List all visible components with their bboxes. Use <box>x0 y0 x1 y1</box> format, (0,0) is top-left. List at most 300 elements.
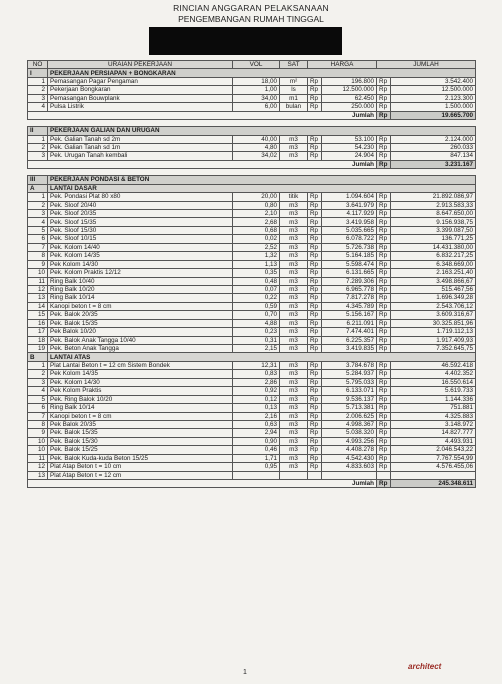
item-unit-price: 6.225.357 <box>322 336 377 344</box>
section-total-value: 19.665.700 <box>391 111 476 119</box>
item-total-currency: Rp <box>377 269 391 277</box>
item-total-currency: Rp <box>377 345 391 353</box>
item-unit-price: 5.156.167 <box>322 311 377 319</box>
item-unit: m² <box>280 77 308 85</box>
section-total-row <box>28 480 476 488</box>
item-price-currency: Rp <box>308 294 322 302</box>
item-total: 1.719.112,13 <box>391 328 476 336</box>
item-number: 12 <box>28 285 48 293</box>
item-number: 17 <box>28 328 48 336</box>
item-number: 8 <box>28 252 48 260</box>
item-unit-price: 5.726.738 <box>322 243 377 251</box>
item-total: 136.771,25 <box>391 235 476 243</box>
table-row <box>28 143 476 151</box>
item-price-currency: Rp <box>308 412 322 420</box>
item-number: 18 <box>28 336 48 344</box>
table-row <box>28 269 476 277</box>
item-total <box>391 471 476 479</box>
item-number: 1 <box>28 361 48 369</box>
item-unit: m3 <box>280 378 308 386</box>
redaction-bar <box>149 27 342 55</box>
item-total-currency: Rp <box>377 226 391 234</box>
item-description: Kanopi beton t = 8 cm <box>48 412 233 420</box>
item-price-currency: Rp <box>308 193 322 201</box>
item-unit-price: 2.006.625 <box>322 412 377 420</box>
item-description: Pek. Kolom Praktis 12/12 <box>48 269 233 277</box>
item-number: 1 <box>28 193 48 201</box>
item-unit-price: 4.542.430 <box>322 454 377 462</box>
item-unit: m3 <box>280 463 308 471</box>
item-unit-price: 3.419.835 <box>322 345 377 353</box>
table-row <box>28 345 476 353</box>
item-total: 3.148.972 <box>391 420 476 428</box>
item-price-currency: Rp <box>308 446 322 454</box>
table-row <box>28 420 476 428</box>
item-number: 4 <box>28 218 48 226</box>
item-unit-price: 7.289.306 <box>322 277 377 285</box>
table-row <box>28 243 476 251</box>
item-unit-price: 9.536.137 <box>322 395 377 403</box>
item-description: Pemasangan Pagar Pengaman <box>48 77 233 85</box>
item-description: Plat Lantai Beton t = 12 cm Sistem Bondek <box>48 361 233 369</box>
section-total-currency: Rp <box>377 480 391 488</box>
table-row <box>28 311 476 319</box>
item-unit: m3 <box>280 226 308 234</box>
item-volume: 4,88 <box>233 319 280 327</box>
item-number: 9 <box>28 429 48 437</box>
item-unit-price: 1.094.604 <box>322 193 377 201</box>
item-description: Ring Balk 10/20 <box>48 285 233 293</box>
item-total-currency: Rp <box>377 378 391 386</box>
item-total-currency: Rp <box>377 94 391 102</box>
table-row <box>28 193 476 201</box>
header-sat: SAT <box>280 61 308 69</box>
item-description: Plat Atap Beton t = 10 cm <box>48 463 233 471</box>
item-number: 4 <box>28 387 48 395</box>
item-description: Pek. Sloof 10/15 <box>48 235 233 243</box>
item-total-currency: Rp <box>377 361 391 369</box>
item-total-currency: Rp <box>377 103 391 111</box>
item-number: 2 <box>28 201 48 209</box>
section-header <box>28 127 476 135</box>
item-unit-price: 5.795.033 <box>322 378 377 386</box>
item-unit-price <box>322 471 377 479</box>
item-unit-price: 4.117.929 <box>322 210 377 218</box>
section-spacer <box>28 169 476 176</box>
item-unit: m3 <box>280 437 308 445</box>
item-volume: 18,00 <box>233 77 280 85</box>
item-total-currency: Rp <box>377 446 391 454</box>
item-unit: bulan <box>280 103 308 111</box>
item-total: 16.550.614 <box>391 378 476 386</box>
table-row <box>28 378 476 386</box>
item-price-currency: Rp <box>308 143 322 151</box>
item-description: Plat Atap Beton t = 12 cm <box>48 471 233 479</box>
item-total: 3.542.400 <box>391 77 476 85</box>
table-row <box>28 302 476 310</box>
item-unit: m3 <box>280 294 308 302</box>
item-total: 8.647.650,00 <box>391 210 476 218</box>
item-price-currency: Rp <box>308 252 322 260</box>
item-volume: 0,23 <box>233 328 280 336</box>
item-total: 3.609.316,67 <box>391 311 476 319</box>
item-total: 751.881 <box>391 404 476 412</box>
page-number: 1 <box>243 669 247 676</box>
item-price-currency: Rp <box>308 345 322 353</box>
table-row <box>28 454 476 462</box>
item-total: 30.325.851,96 <box>391 319 476 327</box>
table-row <box>28 135 476 143</box>
item-volume: 0,95 <box>233 463 280 471</box>
table-row <box>28 387 476 395</box>
item-unit: m3 <box>280 269 308 277</box>
table-row <box>28 395 476 403</box>
item-description: Ring Balk 10/14 <box>48 294 233 302</box>
item-number: 16 <box>28 319 48 327</box>
item-price-currency: Rp <box>308 243 322 251</box>
table-row <box>28 361 476 369</box>
section-total-currency: Rp <box>377 111 391 119</box>
item-total-currency: Rp <box>377 86 391 94</box>
item-number: 7 <box>28 412 48 420</box>
item-total-currency: Rp <box>377 319 391 327</box>
item-unit-price: 4.408.278 <box>322 446 377 454</box>
section-header <box>28 69 476 77</box>
item-number: 4 <box>28 103 48 111</box>
section-total-row <box>28 160 476 168</box>
subsection-header <box>28 353 476 361</box>
item-total: 46.592.418 <box>391 361 476 369</box>
item-total-currency: Rp <box>377 370 391 378</box>
item-number: 6 <box>28 235 48 243</box>
item-total-currency: Rp <box>377 210 391 218</box>
item-description: Pek. Kolom 14/35 <box>48 252 233 260</box>
item-unit-price: 12.500.000 <box>322 86 377 94</box>
item-price-currency: Rp <box>308 395 322 403</box>
item-description: Pek Kolom 14/30 <box>48 260 233 268</box>
item-volume: 40,00 <box>233 135 280 143</box>
item-total: 21.892.086,97 <box>391 193 476 201</box>
item-description: Pek. Pondasi Plat 80 x80 <box>48 193 233 201</box>
item-unit-price: 250.000 <box>322 103 377 111</box>
section-header <box>28 176 476 184</box>
item-total-currency: Rp <box>377 395 391 403</box>
item-volume: 0,22 <box>233 294 280 302</box>
table-row <box>28 210 476 218</box>
item-price-currency: Rp <box>308 103 322 111</box>
item-volume: 1,00 <box>233 86 280 94</box>
item-unit-price: 196.800 <box>322 77 377 85</box>
item-price-currency: Rp <box>308 201 322 209</box>
table-row <box>28 437 476 445</box>
table-row <box>28 218 476 226</box>
item-price-currency <box>308 471 322 479</box>
item-volume: 0,70 <box>233 311 280 319</box>
item-price-currency: Rp <box>308 437 322 445</box>
item-price-currency: Rp <box>308 260 322 268</box>
item-volume: 0,35 <box>233 269 280 277</box>
item-volume: 2,10 <box>233 210 280 218</box>
item-number: 13 <box>28 471 48 479</box>
item-total: 515.467,56 <box>391 285 476 293</box>
item-total-currency: Rp <box>377 412 391 420</box>
item-total-currency: Rp <box>377 336 391 344</box>
item-description: Pek. Balok 15/35 <box>48 429 233 437</box>
item-volume: 0,46 <box>233 446 280 454</box>
table-row <box>28 152 476 160</box>
spacer-cell <box>28 120 476 127</box>
table-row <box>28 412 476 420</box>
item-volume: 0,07 <box>233 285 280 293</box>
item-total-currency: Rp <box>377 404 391 412</box>
item-unit-price: 6.211.091 <box>322 319 377 327</box>
table-row <box>28 103 476 111</box>
item-total-currency: Rp <box>377 252 391 260</box>
item-total-currency: Rp <box>377 420 391 428</box>
header-harga: HARGA <box>308 61 377 69</box>
section-header-number: III <box>28 176 48 184</box>
table-row <box>28 77 476 85</box>
item-price-currency: Rp <box>308 135 322 143</box>
item-unit-price: 5.284.937 <box>322 370 377 378</box>
item-description: Pek. Urugan Tanah kembali <box>48 152 233 160</box>
budget-table <box>27 60 476 488</box>
item-total: 4.576.455,06 <box>391 463 476 471</box>
table-row <box>28 294 476 302</box>
item-unit: m3 <box>280 370 308 378</box>
item-description: Ring Balk 10/14 <box>48 404 233 412</box>
item-unit-price: 3.641.979 <box>322 201 377 209</box>
item-total: 5.619.733 <box>391 387 476 395</box>
section-total-row <box>28 111 476 119</box>
item-total-currency: Rp <box>377 243 391 251</box>
item-unit-price: 5.038.320 <box>322 429 377 437</box>
item-price-currency: Rp <box>308 370 322 378</box>
item-price-currency: Rp <box>308 218 322 226</box>
item-unit: m3 <box>280 361 308 369</box>
item-volume: 34,00 <box>233 94 280 102</box>
table-row <box>28 86 476 94</box>
item-total: 1.500.000 <box>391 103 476 111</box>
item-unit-price: 6.078.722 <box>322 235 377 243</box>
item-total: 260.033 <box>391 143 476 151</box>
item-unit: m3 <box>280 454 308 462</box>
item-number: 1 <box>28 135 48 143</box>
item-volume: 20,00 <box>233 193 280 201</box>
document-subtitle: PENGEMBANGAN RUMAH TINGGAL <box>178 14 324 24</box>
table-row <box>28 446 476 454</box>
item-total: 3.498.866,67 <box>391 277 476 285</box>
item-price-currency: Rp <box>308 77 322 85</box>
item-total-currency: Rp <box>377 328 391 336</box>
item-unit: m3 <box>280 328 308 336</box>
item-volume: 6,00 <box>233 103 280 111</box>
item-price-currency: Rp <box>308 210 322 218</box>
item-unit: m3 <box>280 152 308 160</box>
item-total-currency: Rp <box>377 277 391 285</box>
item-unit: m3 <box>280 285 308 293</box>
table-row <box>28 471 476 479</box>
item-unit: ls <box>280 86 308 94</box>
item-total-currency: Rp <box>377 437 391 445</box>
subsection-header <box>28 184 476 192</box>
item-volume <box>233 471 280 479</box>
item-total-currency: Rp <box>377 285 391 293</box>
item-description: Pek Kolom Praktis <box>48 387 233 395</box>
item-price-currency: Rp <box>308 404 322 412</box>
item-unit: m3 <box>280 135 308 143</box>
item-number: 14 <box>28 302 48 310</box>
item-description: Pulsa Listrik <box>48 103 233 111</box>
item-description: Pek. Sloof 15/35 <box>48 218 233 226</box>
item-total: 12.500.000 <box>391 86 476 94</box>
item-unit: m3 <box>280 429 308 437</box>
item-unit-price: 7.474.401 <box>322 328 377 336</box>
item-number: 11 <box>28 277 48 285</box>
item-description: Pek. Sloof 15/30 <box>48 226 233 234</box>
item-total-currency: Rp <box>377 463 391 471</box>
item-volume: 0,63 <box>233 420 280 428</box>
header-jumlah: JUMLAH <box>377 61 476 69</box>
item-price-currency: Rp <box>308 454 322 462</box>
item-description: Pek. Beton Anak Tangga <box>48 345 233 353</box>
item-price-currency: Rp <box>308 319 322 327</box>
item-price-currency: Rp <box>308 152 322 160</box>
item-unit-price: 62.450 <box>322 94 377 102</box>
table-row <box>28 429 476 437</box>
item-description: Pek. Kolom 14/40 <box>48 243 233 251</box>
item-total-currency: Rp <box>377 429 391 437</box>
item-price-currency: Rp <box>308 361 322 369</box>
item-volume: 0,83 <box>233 370 280 378</box>
item-unit: m3 <box>280 302 308 310</box>
item-volume: 0,13 <box>233 404 280 412</box>
item-total: 2.046.543,22 <box>391 446 476 454</box>
document-title: RINCIAN ANGGARAN PELAKSANAAN <box>173 3 329 13</box>
item-volume: 2,68 <box>233 218 280 226</box>
item-price-currency: Rp <box>308 387 322 395</box>
item-volume: 2,16 <box>233 412 280 420</box>
item-number: 11 <box>28 454 48 462</box>
subsection-header-number: A <box>28 184 48 192</box>
section-total-value: 245.348.611 <box>391 480 476 488</box>
item-unit-price: 6.965.778 <box>322 285 377 293</box>
item-description: Pekerjaan Bongkaran <box>48 86 233 94</box>
table-row <box>28 94 476 102</box>
item-number: 3 <box>28 94 48 102</box>
item-description: Pek. Ring Balok 10/20 <box>48 395 233 403</box>
subsection-header-number: B <box>28 353 48 361</box>
item-total-currency: Rp <box>377 135 391 143</box>
item-price-currency: Rp <box>308 86 322 94</box>
item-number: 3 <box>28 152 48 160</box>
item-volume: 0,31 <box>233 336 280 344</box>
item-volume: 0,48 <box>233 277 280 285</box>
item-unit-price: 24.904 <box>322 152 377 160</box>
item-total: 1.144.336 <box>391 395 476 403</box>
item-total: 847.134 <box>391 152 476 160</box>
item-total: 4.402.352 <box>391 370 476 378</box>
item-price-currency: Rp <box>308 277 322 285</box>
item-unit: titik <box>280 193 308 201</box>
item-price-currency: Rp <box>308 269 322 277</box>
item-total: 4.325.883 <box>391 412 476 420</box>
item-total-currency: Rp <box>377 193 391 201</box>
item-volume: 0,68 <box>233 226 280 234</box>
section-total-currency: Rp <box>377 160 391 168</box>
item-description: Pek. Balok 15/35 <box>48 319 233 327</box>
item-total-currency: Rp <box>377 201 391 209</box>
item-total: 14.827.777 <box>391 429 476 437</box>
item-description: Pek. Balok 20/35 <box>48 311 233 319</box>
item-total: 2.543.706,12 <box>391 302 476 310</box>
item-unit-price: 5.035.665 <box>322 226 377 234</box>
item-total: 9.156.938,75 <box>391 218 476 226</box>
item-total-currency: Rp <box>377 143 391 151</box>
section-total-label: Jumlah <box>28 160 377 168</box>
table-row <box>28 370 476 378</box>
item-number: 5 <box>28 395 48 403</box>
item-price-currency: Rp <box>308 378 322 386</box>
item-number: 2 <box>28 370 48 378</box>
item-total: 1.917.409,93 <box>391 336 476 344</box>
item-unit: m1 <box>280 94 308 102</box>
table-row <box>28 201 476 209</box>
item-price-currency: Rp <box>308 336 322 344</box>
spacer-cell <box>28 169 476 176</box>
item-total-currency: Rp <box>377 454 391 462</box>
table-row <box>28 319 476 327</box>
budget-table-container <box>27 60 475 620</box>
item-price-currency: Rp <box>308 429 322 437</box>
section-total-value: 3.231.167 <box>391 160 476 168</box>
item-unit-price: 4.833.603 <box>322 463 377 471</box>
item-unit: m3 <box>280 311 308 319</box>
item-unit: m3 <box>280 420 308 428</box>
item-unit <box>280 471 308 479</box>
item-total-currency: Rp <box>377 235 391 243</box>
item-volume: 0,80 <box>233 201 280 209</box>
item-description: Pek. Balok 15/25 <box>48 446 233 454</box>
item-unit: m3 <box>280 201 308 209</box>
item-number: 3 <box>28 210 48 218</box>
item-description: Pek. Kolom 14/30 <box>48 378 233 386</box>
item-unit: m3 <box>280 395 308 403</box>
table-row <box>28 226 476 234</box>
section-header-title: PEKERJAAN PONDASI & BETON <box>48 176 476 184</box>
section-header-number: I <box>28 69 48 77</box>
item-price-currency: Rp <box>308 328 322 336</box>
item-number: 6 <box>28 404 48 412</box>
table-row <box>28 252 476 260</box>
header-vol: VOL <box>233 61 280 69</box>
item-description: Pemasangan Bouwplank <box>48 94 233 102</box>
item-price-currency: Rp <box>308 285 322 293</box>
item-unit-price: 4.345.789 <box>322 302 377 310</box>
item-description: Pek. Balok Kuda-kuda Beton 15/25 <box>48 454 233 462</box>
item-unit: m3 <box>280 143 308 151</box>
item-total-currency <box>377 471 391 479</box>
item-price-currency: Rp <box>308 94 322 102</box>
item-total: 2.124.000 <box>391 135 476 143</box>
item-total: 2.163.251,40 <box>391 269 476 277</box>
header-uraian: URAIAN PEKERJAAN <box>48 61 233 69</box>
item-unit-price: 5.164.185 <box>322 252 377 260</box>
section-header-title: PEKERJAAN PERSIAPAN + BONGKARAN <box>48 69 476 77</box>
item-unit-price: 6.131.665 <box>322 269 377 277</box>
item-unit: m3 <box>280 319 308 327</box>
item-unit-price: 3.419.958 <box>322 218 377 226</box>
